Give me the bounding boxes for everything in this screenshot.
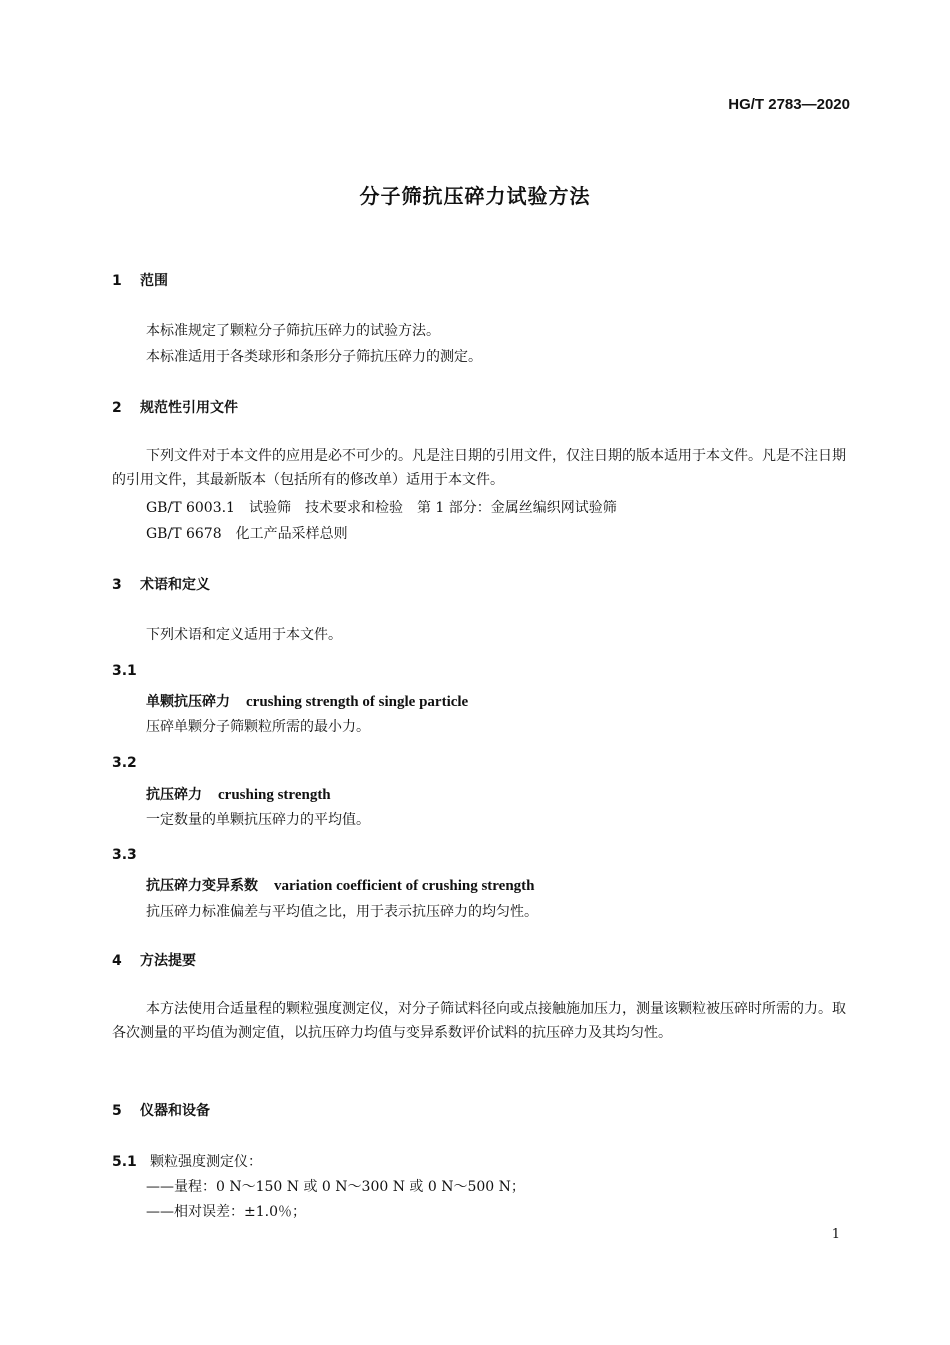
section-5-heading [112, 1100, 210, 1120]
reference-item: GB/T 6678 化工产品采样总则 [146, 526, 348, 542]
term-heading [146, 784, 331, 804]
term-zh: 抗压碎力 [146, 787, 202, 803]
section-title: 规范性引用文件 [140, 400, 238, 416]
normative-references-paragraph [112, 444, 852, 492]
term-definition: 一定数量的单颗抗压碎力的平均值。 [146, 812, 370, 828]
term-en: variation coefficient of crushing strength [274, 878, 535, 894]
term-definition: 抗压碎力标准偏差与平均值之比，用于表示抗压碎力的均匀性。 [146, 904, 538, 920]
section-number: 1 [112, 273, 122, 289]
standard-number: HG/T 2783—2020 [728, 96, 850, 113]
terms-intro: 下列术语和定义适用于本文件。 [146, 627, 342, 643]
section-3-heading [112, 574, 210, 594]
term-en: crushing strength [218, 787, 331, 803]
term-definition: 压碎单颗分子筛颗粒所需的最小力。 [146, 719, 370, 735]
spec-item-error: ——相对误差：±1.0％； [146, 1204, 306, 1220]
term-number: 3.3 [112, 847, 137, 863]
section-title: 范围 [140, 273, 168, 289]
term-number: 3.1 [112, 663, 137, 679]
paragraph-text: 本方法使用合适量程的颗粒强度测定仪，对分子筛试料径向或点接触施加压力，测量该颗粒被压碎时所需的力。取各次测量的平均值为测定值，以抗压碎力均值与变异系数评价试料的抗压碎力及其均匀性。 [112, 1001, 846, 1041]
term-heading [146, 691, 468, 711]
subsection-number: 5.1 [112, 1154, 137, 1170]
document-title: 分子筛抗压碎力试验方法 [359, 184, 591, 208]
section-number: 3 [112, 577, 122, 593]
section-1-heading [112, 270, 168, 290]
paragraph-text: 下列文件对于本文件的应用是必不可少的。凡是注日期的引用文件，仅注日期的版本适用于本文件。凡是不注日期的引用文件，其最新版本（包括所有的修改单）适用于本文件。 [112, 448, 846, 488]
section-number: 2 [112, 400, 122, 416]
scope-line-2: 本标准适用于各类球形和条形分子筛抗压碎力的测定。 [146, 349, 482, 365]
method-summary-paragraph [112, 997, 852, 1045]
term-zh: 单颗抗压碎力 [146, 694, 230, 710]
section-number: 4 [112, 953, 122, 969]
section-number: 5 [112, 1103, 122, 1119]
section-4-heading [112, 950, 196, 970]
subsection-5-1 [112, 1151, 262, 1171]
term-heading [146, 875, 535, 895]
section-title: 方法提要 [140, 953, 196, 969]
section-title: 仪器和设备 [140, 1103, 210, 1119]
term-zh: 抗压碎力变异系数 [146, 878, 258, 894]
reference-item: GB/T 6003.1 试验筛 技术要求和检验 第 1 部分：金属丝编织网试验筛 [146, 500, 617, 516]
subsection-text: 颗粒强度测定仪： [150, 1154, 262, 1170]
spec-item-range: ——量程：0 N～150 N 或 0 N～300 N 或 0 N～500 N； [146, 1179, 525, 1195]
term-en: crushing strength of single particle [246, 694, 469, 710]
section-title: 术语和定义 [140, 577, 210, 593]
page-number: 1 [831, 1227, 840, 1242]
term-number: 3.2 [112, 755, 137, 771]
scope-line-1: 本标准规定了颗粒分子筛抗压碎力的试验方法。 [146, 323, 440, 339]
section-2-heading [112, 397, 238, 417]
